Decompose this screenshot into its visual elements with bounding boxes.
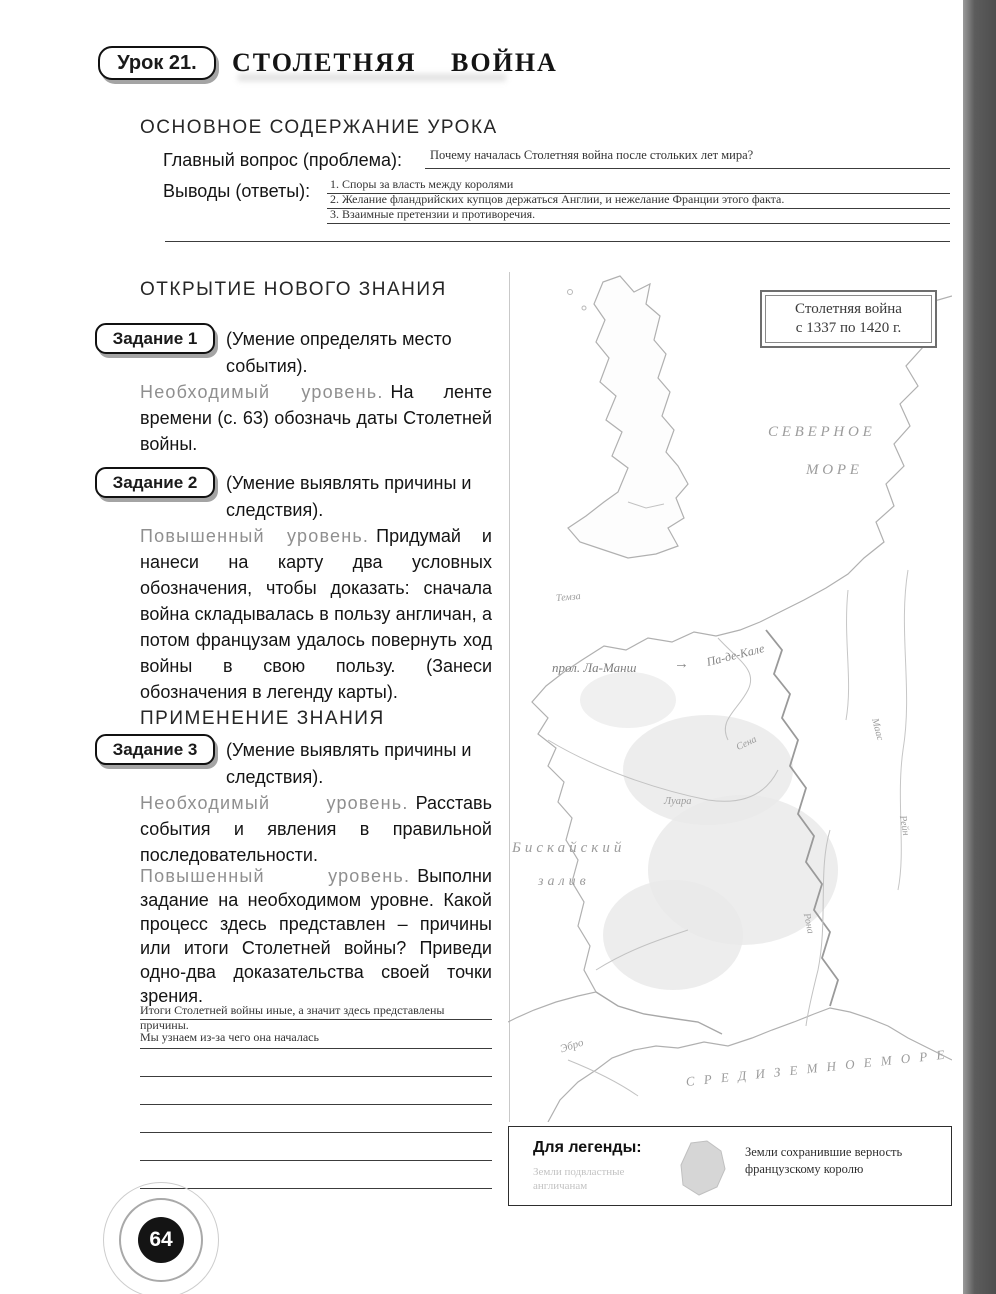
- task3-level1-label: Необходимый уровень.: [140, 793, 409, 813]
- legend-item-text: Земли сохранившие верность французскому королю: [745, 1145, 903, 1176]
- blank-answer-line: [140, 1076, 492, 1077]
- task3-badge: [95, 734, 215, 765]
- rhone-label: Рона: [800, 912, 816, 935]
- map-shaded-region: [580, 672, 676, 728]
- seine-label: Сена: [734, 734, 759, 753]
- map-drawing: [508, 270, 952, 1122]
- rhine-label: Рейн: [896, 814, 912, 837]
- task3-text2: Выполни задание на необходимом уровне. Какой процесс здесь представлен – причины или итоги Столетней войны? Приведи одно-два доказательства своей точки зрения.: [140, 866, 492, 1006]
- page-edge-shadow: [963, 0, 996, 1294]
- task3-paragraph-2: [140, 864, 492, 1008]
- blank-answer-line: [140, 1104, 492, 1105]
- blank-answer-line: [140, 1188, 492, 1189]
- islands: [582, 306, 586, 310]
- north-sea-label: М О Р Е: [806, 462, 859, 478]
- handwritten-note-2: Мы узнаем из-за чего она началась: [140, 1030, 319, 1044]
- note-line-2: [140, 1048, 492, 1049]
- task3-text1: Расставь события и явления в правильной последовательности.: [140, 793, 492, 865]
- content-section-heading: ОСНОВНОЕ СОДЕРЖАНИЕ УРОКА: [140, 117, 498, 138]
- legend-handwritten-item: Земли подвластные англичанам: [533, 1166, 625, 1192]
- task2-badge: [95, 467, 215, 498]
- conclusion-line: [327, 223, 950, 224]
- task1-badge: [95, 323, 215, 354]
- discovery-section-heading: ОТКРЫТИЕ НОВОГО ЗНАНИЯ: [140, 279, 447, 300]
- biscay-label: залив: [538, 874, 590, 889]
- task2-text: Придумай и нанеси на карту два условных обозначения, чтобы доказать: сначала война складывалась в пользу англичан, а потом французам удалось повернуть ход войны в свою пользу. (Занеси обозначения в легенду карты).: [140, 526, 492, 702]
- legend-area-swatch-icon: [667, 1131, 739, 1203]
- islands: [568, 290, 573, 295]
- task3-level2-label: Повышенный уровень.: [140, 866, 411, 886]
- task3-badge-label: Задание 3: [112, 739, 198, 759]
- main-question-line: [425, 168, 950, 169]
- mediterranean-label: С Р Е Д И З Е М Н О Е М О Р Е: [685, 1046, 949, 1089]
- biscay-label: Бискайский: [512, 840, 626, 856]
- note-line-1: [140, 1019, 492, 1020]
- pas-de-calais-label: Па-де-Кале: [705, 641, 766, 669]
- task1-level-label: Необходимый уровень.: [140, 382, 384, 402]
- application-section-heading: ПРИМЕНЕНИЕ ЗНАНИЯ: [140, 708, 385, 729]
- task1-paragraph: [140, 379, 492, 457]
- task1-text: На ленте времени (с. 63) обозначь даты Столетней войны.: [140, 382, 492, 454]
- task2-paragraph: [140, 523, 492, 705]
- north-sea-label: С Е В Е Р Н О Е: [768, 424, 872, 440]
- legend-label: Для легенды:: [533, 1139, 642, 1156]
- task3-paragraph-1: [140, 790, 492, 868]
- blank-answer-line: [140, 1160, 492, 1161]
- lesson-badge-label: Урок 21.: [117, 51, 197, 74]
- conclusion-item: 1. Споры за власть между королями: [330, 177, 514, 191]
- page-number: 64: [149, 1228, 173, 1251]
- rhine-river: [898, 570, 908, 890]
- ebro-label: Эбро: [558, 1036, 586, 1056]
- handwritten-note-1: Итоги Столетней войны иные, а значит здесь представлены причины.: [140, 1003, 445, 1032]
- map-title: [765, 295, 932, 343]
- page-number-badge: [138, 1217, 184, 1263]
- page-title: СТОЛЕТНЯЯ ВОЙНА: [232, 48, 558, 77]
- thames-label: Темза: [555, 590, 582, 605]
- task1-skill: (Умение определять место события).: [226, 329, 452, 376]
- conclusion-item: 3. Взаимные претензии и противоречия.: [330, 207, 536, 221]
- task2-skill: (Умение выявлять причины и следствия).: [226, 473, 472, 520]
- blank-answer-line: [140, 1132, 492, 1133]
- conclusion-item: 2. Желание фландрийских купцов держаться Англии, и нежелание Франции этого факта.: [330, 192, 785, 206]
- conclusions-label: Выводы (ответы):: [163, 181, 311, 201]
- task3-skill: (Умение выявлять причины и следствия).: [226, 740, 472, 787]
- map-legend: [508, 1126, 952, 1206]
- lesson-badge: [98, 46, 216, 80]
- channel-label: прол. Ла-Манш: [552, 660, 637, 675]
- map-title-line2: с 1337 по 1420 г.: [795, 320, 902, 336]
- task2-level-label: Повышенный уровень.: [140, 526, 370, 546]
- channel-arrow-icon: →: [674, 656, 689, 672]
- extra-answer-line: [165, 241, 950, 242]
- meuse-river: [846, 590, 849, 720]
- map-title-box: [760, 290, 937, 348]
- main-question-label: Главный вопрос (проблема):: [163, 150, 403, 170]
- loire-label: Луара: [664, 796, 692, 807]
- map-title-line1: Столетняя война: [795, 301, 902, 317]
- britain-outline: [568, 276, 688, 558]
- task1-badge-label: Задание 1: [112, 328, 198, 348]
- main-question-answer: Почему началась Столетняя война после стольких лет мира?: [430, 148, 754, 162]
- meuse-label: Маас: [869, 717, 886, 742]
- task2-badge-label: Задание 2: [112, 472, 198, 492]
- pyrenees-border: [596, 992, 722, 1034]
